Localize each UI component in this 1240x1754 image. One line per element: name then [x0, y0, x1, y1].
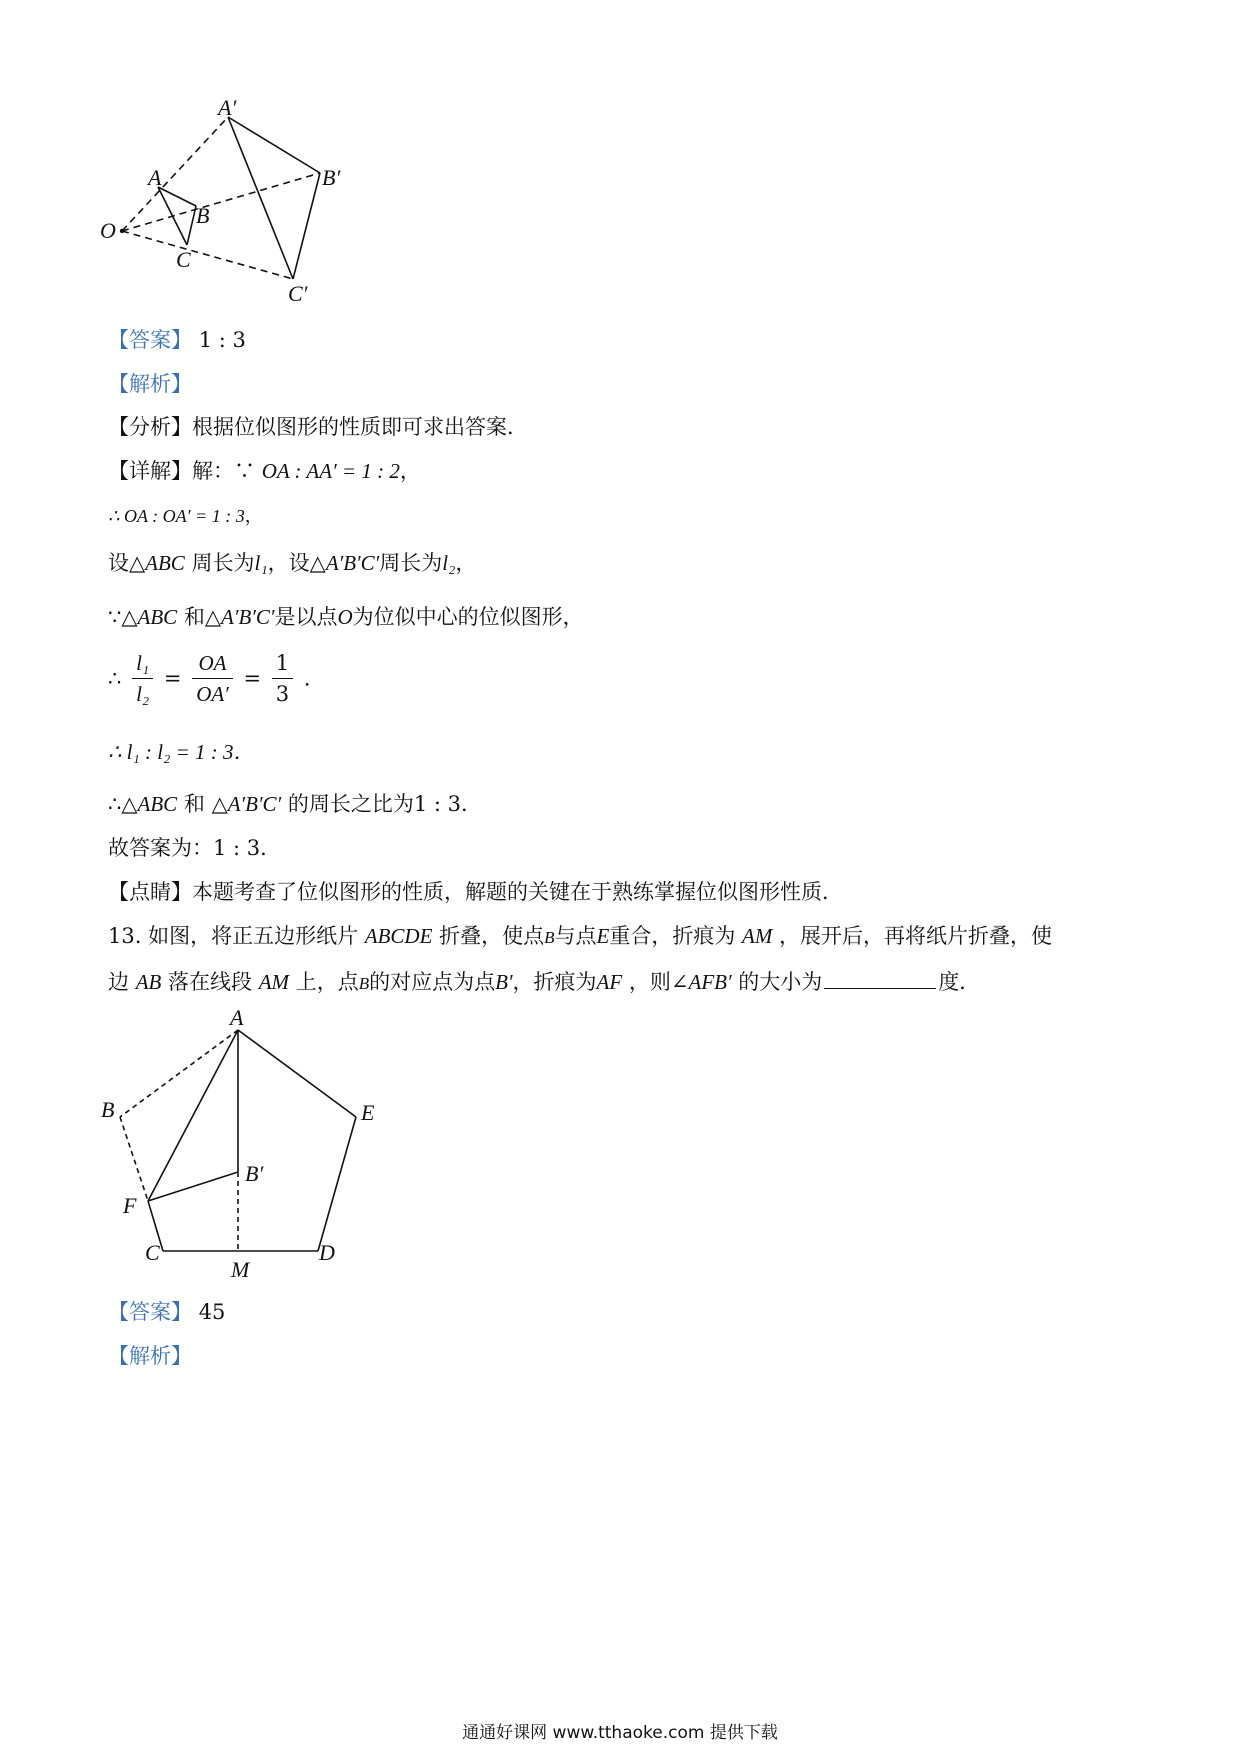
q12-line7: ∴△ABC 和 △A′B′C′ 的周长之比为1 : 3．	[108, 792, 483, 816]
edge-b1c1	[293, 173, 320, 279]
q13-l2j: AF	[596, 970, 623, 994]
edge-ed	[318, 1117, 356, 1251]
dianjing-tag: 【点睛】	[108, 880, 192, 904]
q13-l2c: 落在线段	[168, 970, 253, 994]
line3-i: ，	[455, 551, 477, 575]
q13-l1h: AM	[742, 924, 773, 948]
q13-answer-tag: 【答案】	[108, 1300, 192, 1324]
detail-tag: 【详解】	[108, 459, 192, 483]
frac-1-3	[272, 648, 293, 709]
line7-b: ABC	[137, 792, 178, 816]
label-b: B	[196, 203, 210, 228]
frac3-num: 1	[272, 648, 293, 679]
edge-bc	[187, 206, 196, 245]
q13-l2l: ∠AFB′	[670, 970, 732, 994]
line4-g: 为位似中心的位似图形，	[352, 605, 584, 629]
q12-dianjing	[108, 878, 843, 906]
line4-c: 和	[177, 605, 205, 629]
edge-ca	[158, 187, 187, 245]
q13-l2i: ，折痕为	[512, 970, 597, 994]
edge-ab	[158, 187, 196, 206]
frac1-num: l₁	[132, 648, 153, 679]
q13-l1e: 与点	[554, 924, 597, 948]
q12-detail	[108, 457, 421, 485]
eq-1: =	[163, 666, 182, 691]
q13-l2h: B′	[495, 970, 513, 994]
q13-l1g: 重合，折痕为	[609, 924, 736, 948]
line3-a: 设	[108, 551, 129, 575]
edge-bf-dashed	[120, 1117, 148, 1201]
detail-expr: OA : AA′ = 1 : 2	[261, 459, 400, 483]
label-c: C	[145, 1240, 160, 1265]
fold-af	[148, 1030, 238, 1201]
label-b1: B′	[322, 165, 341, 190]
line2-suffix: ，	[244, 506, 263, 527]
edge-ab-dashed	[120, 1030, 238, 1117]
q12-line6: ∴ l₁ : l₂ = 1 : 3．	[108, 740, 255, 764]
label-a: A	[230, 1005, 244, 1030]
dianjing-text: 本题考查了位似图形的性质，解题的关键在于熟练掌握位似图形性质．	[192, 880, 843, 904]
q13-l1d: B	[544, 928, 555, 947]
analysis-tag: 【解析】	[108, 372, 192, 396]
q13-l2d: AM	[258, 970, 290, 994]
q12-answer	[108, 326, 246, 354]
label-d: D	[319, 1240, 335, 1265]
point-o	[120, 229, 124, 233]
figure-pentagon	[95, 1005, 435, 1295]
detail-prefix: 解：∵	[192, 459, 255, 483]
label-e: E	[361, 1100, 375, 1125]
line2-expr: ∴ OA : OA′ = 1 : 3	[108, 506, 245, 526]
q13-line1	[108, 922, 1052, 952]
q13-l2m: 的大小为	[738, 970, 823, 994]
answer-tag: 【答案】	[108, 328, 192, 352]
q13-l2n: 度．	[938, 970, 981, 994]
line4-d: A′B′C′	[221, 605, 275, 629]
fenxi-text: 根据位似图形的性质即可求出答案．	[192, 415, 528, 439]
q13-l2b: AB	[135, 970, 162, 994]
q13-l2a: 边	[108, 970, 129, 994]
line4-a: ∵	[108, 605, 122, 629]
frac-l1-l2	[132, 648, 153, 709]
line4-b: ABC	[137, 605, 178, 629]
q13-answer	[108, 1298, 225, 1326]
label-b1: B′	[245, 1161, 264, 1186]
detail-suffix: ，	[399, 459, 421, 483]
line3-b: ABC	[145, 551, 185, 575]
q13-l1b: ABCDE	[364, 924, 433, 948]
frac2-den: OA′	[196, 682, 229, 706]
q13-l1c: 折叠，使点	[439, 924, 545, 948]
q12-line2	[108, 502, 263, 531]
q13-l1a: 13. 如图，将正五边形纸片	[108, 924, 359, 948]
q12-fenxi	[108, 413, 528, 441]
fenxi-tag: 【分析】	[108, 415, 192, 439]
q13-l2f: B	[358, 974, 370, 993]
line7-d: A′B′C′	[227, 792, 282, 816]
line4-e: 是以点	[274, 605, 338, 629]
answer-value: 1 : 3	[198, 328, 246, 352]
line7-a: ∴	[108, 792, 122, 816]
label-f: F	[123, 1193, 137, 1218]
q12-fraction-eq	[108, 648, 325, 709]
frac-oa-oa1	[192, 648, 233, 709]
q12-line3: 设△ABC 周长为l₁，设△A′B′C′周长为l₂，	[108, 551, 477, 575]
q12-line4: ∵△ABC 和△A′B′C′是以点O为位似中心的位似图形，	[108, 605, 584, 629]
line3-c: 周长为	[184, 551, 255, 575]
q12-line8: 故答案为：1 : 3．	[108, 836, 282, 860]
frac3-den: 3	[275, 682, 290, 706]
line3-d: l₁	[254, 551, 268, 575]
frac-suffix: ．	[303, 666, 325, 691]
line3-f: A′B′C′	[325, 551, 380, 575]
line4-f: O	[337, 605, 353, 629]
line3-e: ，设	[267, 551, 310, 575]
q13-l2e: 上，点	[295, 970, 359, 994]
label-a: A	[148, 165, 162, 190]
q13-answer-value: 45	[198, 1300, 226, 1324]
footer-text: 通通好课网 www.tthaoke.com 提供下载	[462, 1723, 778, 1743]
q13-l1f: E	[596, 924, 610, 948]
label-c: C	[176, 247, 191, 272]
line7-c: 和	[177, 792, 212, 816]
edge-ae	[238, 1030, 356, 1117]
edge-c1a1	[228, 117, 293, 279]
frac2-num: OA	[192, 648, 233, 679]
frac-prefix: ∴	[108, 666, 122, 691]
line3-h: l₂	[442, 551, 456, 575]
eq-2: =	[243, 666, 262, 691]
q13-analysis-tag: 【解析】	[108, 1344, 192, 1368]
edge-a1b1	[228, 117, 320, 173]
frac1-den: l₂	[136, 682, 150, 706]
line7-f: 1 : 3	[413, 792, 462, 816]
q13-line2	[108, 966, 980, 998]
label-b: B	[101, 1097, 115, 1122]
ray-o-c1	[122, 231, 293, 279]
q13-l2k: ，则	[628, 970, 671, 994]
label-m: M	[231, 1257, 250, 1282]
figure-homothety	[100, 95, 380, 345]
answer-blank	[824, 966, 936, 989]
line7-e: 的周长之比为	[281, 792, 414, 816]
label-c1: C′	[288, 281, 308, 306]
line7-g: ．	[461, 792, 483, 816]
label-o: O	[100, 218, 116, 243]
q13-l1i: ，展开后，再将纸片折叠，使	[779, 924, 1053, 948]
ray-o-a1	[122, 117, 228, 231]
q13-l2g: 的对应点为点	[369, 970, 496, 994]
line3-g: 周长为	[379, 551, 443, 575]
label-a1: A′	[218, 95, 237, 120]
